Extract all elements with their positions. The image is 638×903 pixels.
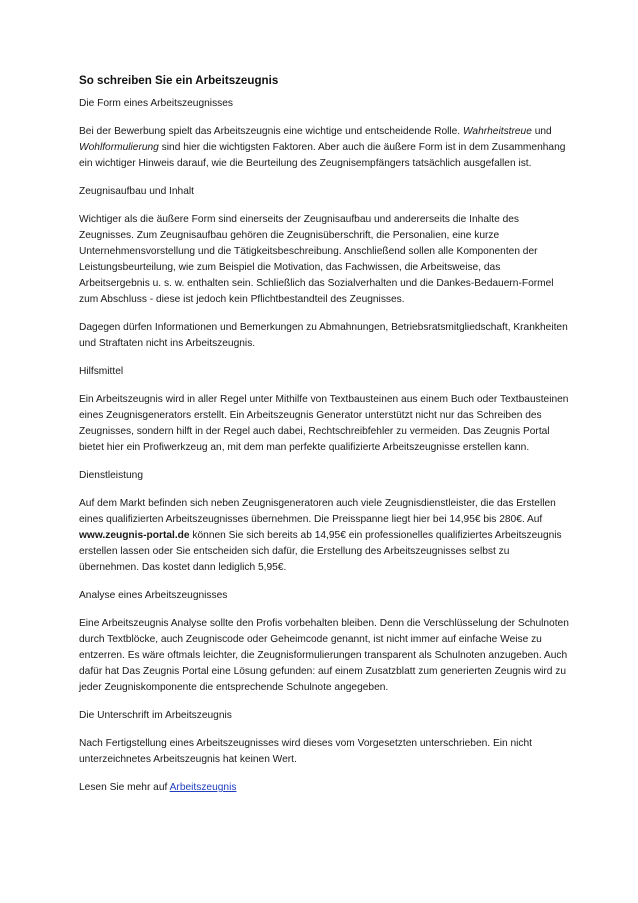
paragraph-aufbau: Wichtiger als die äußere Form sind einerseits der Zeugnisaufbau und andererseits die Inhalte des Zeugnisses. Zum Zeugnisaufbau gehören die Zeugnisüberschrift, die Personalien, eine kurze Unternehmensvorstellung und die Tätigkeitsbeschreibung. Anschließend sollen alle Komponenten der Leistungsbeurteilung, wie zum Beispiel die Motivation, das Fachwissen, die Arbeitsweise, das Arbeitsergebnis u. s. w. enthalten sein. Schließlich das Sozialverhalten und die Dankes-Bedauern-Formel zum Abschluss - diese ist jedoch kein Pflichtbestandteil des Zeugnisses.	[79, 214, 554, 305]
paragraph-form	[79, 124, 571, 172]
document-title: So schreiben Sie ein Arbeitszeugnis	[79, 74, 279, 87]
arbeitszeugnis-link[interactable]: Arbeitszeugnis	[169, 782, 237, 793]
text-span: können Sie sich bereits ab 14,95€ ein professionelles qualifiziertes Arbeitszeugnis erstellen lassen oder Sie entscheiden sich dafür, die Erstellung des Arbeitszeugnisses selbst zu übernehmen. Das kostet dann lediglich 5,95€.	[79, 530, 562, 573]
read-more-prefix: Lesen Sie mehr auf	[79, 782, 170, 793]
section-heading-analyse: Analyse eines Arbeitszeugnisses	[79, 590, 228, 601]
paragraph-analyse: Eine Arbeitszeugnis Analyse sollte den Profis vorbehalten bleiben. Denn die Verschlüsselung der Schulnoten durch Textblöcke, auch Zeugniscode oder Geheimcode genannt, ist nicht immer auf einfache Weise zu entzerren. Es wäre oftmals leichter, die Zeugnisformulierungen transparent als Schulnoten anzugeben. Auch dafür hat Das Zeugnis Portal eine Lösung gefunden: auf einem Zusatzblatt zum generierten Zeugnis wird zu jeder Zeugniskomponente die entsprechende Schulnote angegeben.	[79, 618, 569, 693]
section-heading-dienstleistung: Dienstleistung	[79, 470, 143, 481]
paragraph-dienstleistung	[79, 496, 571, 576]
section-heading-hilfsmittel: Hilfsmittel	[79, 366, 124, 377]
emphasis-wohlformulierung: Wohlformulierung	[79, 142, 159, 153]
paragraph-hilfsmittel: Ein Arbeitszeugnis wird in aller Regel unter Mithilfe von Textbausteinen aus einem Buch oder Textbausteinen eines Zeugnisgenerators erstellt. Ein Arbeitszeugnis Generator unterstützt nicht nur das Schreiben des Zeugnisses, sondern hilft in der Regel auch dabei, Rechtschreibfehler zu vermeiden. Das Zeugnis Portal bietet hier ein Profiwerkzeug an, mit dem man perfekte qualifizierte Arbeitszeugnisse erstellen kann.	[79, 394, 569, 453]
paragraph-unterschrift: Nach Fertigstellung eines Arbeitszeugnisses wird dieses vom Vorgesetzten unterschrieben. Ein nicht unterzeichnetes Arbeitszeugnis hat keinen Wert.	[79, 738, 533, 765]
document-page	[79, 73, 571, 808]
section-heading-unterschrift: Die Unterschrift im Arbeitszeugnis	[79, 710, 232, 721]
text-span: Auf dem Markt befinden sich neben Zeugnisgeneratoren auch viele Zeugnisdienstleister, die das Erstellen eines qualifizierten Arbeitszeugnisses übernehmen. Die Preisspanne liegt hier bei 14,95€ bis 280€. Auf	[79, 498, 556, 525]
text-span: und	[531, 126, 552, 137]
read-more-line	[79, 780, 571, 796]
emphasis-wahrheitstreue: Wahrheitstreue	[462, 126, 532, 137]
bold-website: www.zeugnis-portal.de	[79, 530, 190, 541]
paragraph-verbote: Dagegen dürfen Informationen und Bemerkungen zu Abmahnungen, Betriebsratsmitgliedschaft, Krankheiten und Straftaten nicht ins Arbeitszeugnis.	[79, 322, 568, 349]
section-heading-aufbau: Zeugnisaufbau und Inhalt	[79, 186, 194, 197]
section-heading-form: Die Form eines Arbeitszeugnisses	[79, 98, 234, 109]
text-span: Bei der Bewerbung spielt das Arbeitszeugnis eine wichtige und entscheidende Rolle.	[79, 126, 463, 137]
text-span: sind hier die wichtigsten Faktoren. Aber auch die äußere Form ist in dem Zusammenhang ein wichtiger Hinweis darauf, wie die Beurteilung des Zeugnisempfängers tatsächlich ausgefallen ist.	[79, 142, 566, 169]
